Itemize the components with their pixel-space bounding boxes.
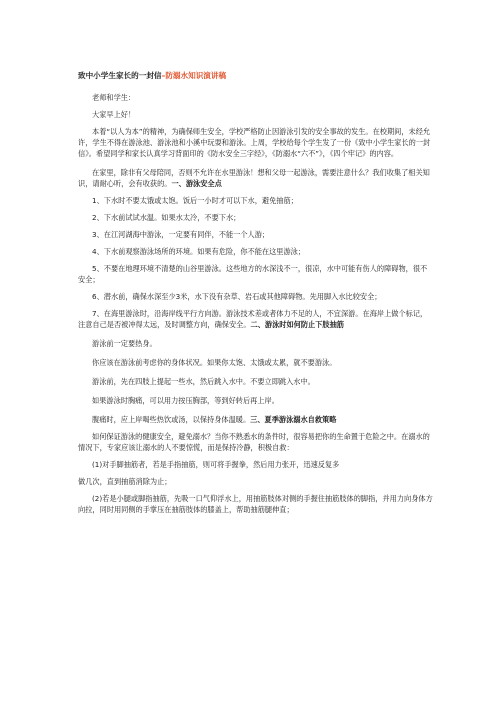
paragraph: (1)对手脚抽筋者，若是手指抽筋，则可将手握拳，然后用力张开，迅速反复多 [92, 460, 340, 469]
greeting-line: 大家早上好！ [92, 110, 136, 119]
paragraph [78, 414, 434, 425]
paragraph: 如果游泳时胸痛，可以用力按压胸部，等到好转后再上岸。 [92, 396, 279, 405]
title-subtitle: –防溺水知识演讲稿 [161, 71, 227, 80]
section-heading: 一、游泳安全点 [171, 179, 222, 188]
paragraph-text: 在家里，除非有父母陪同，否则不允许在水里游泳！想和父母一起游泳，需要注意什么？我们收集了相关知识，请耐心听，会有收获的。 [78, 168, 430, 188]
section-heading: 三、夏季游泳溺水自救策略 [250, 415, 337, 424]
greeting-line: 老师和学生： [92, 93, 136, 102]
list-item [78, 308, 434, 330]
list-item: 3、在江河湖海中游泳，一定要有同伴，不能一个人游； [92, 230, 270, 239]
paragraph: 游泳前一定要热身。 [92, 339, 157, 348]
document-body [78, 92, 434, 515]
paragraph: 本着“以人为本”的精神，为确保师生安全，学校严格防止因游泳引发的安全事故的发生。在校期间，未经允许，学生不得在游泳池、游泳池和小溪中玩耍和游泳。上周，学校给每个学生发了一份《致中小学生家长的一封信》。希望同学和家长认真学习背面印的《防水安全三字经》，《防溺水“六不”》，《四个牢记》的内容。 [78, 127, 431, 158]
paragraph [78, 167, 434, 189]
paragraph: 你应该在游泳前考虑你的身体状况。如果你太饱、太饿或太累，就不要游泳。 [92, 358, 337, 367]
paragraph-text: 腹痛时，应上岸喝些热饮或汤，以保持身体温暖。 [92, 415, 251, 424]
list-item: 6、潜水前，确保水深至少3米，水下没有杂草、岩石或其他障碍物。先用脚入水比较安全； [92, 292, 382, 301]
list-item: 5、不要在地理环境不清楚的山谷里游泳。这些地方的水深浅不一，很凉，水中可能有伤人的障碍物，很不安全； [78, 264, 428, 284]
paragraph: 做几次，直到抽筋消除为止； [78, 477, 172, 486]
list-item-text: 7、在海里游泳时，沿海岸线平行方向游。游泳技术差或者体力不足的人，不宜深游。在海岸上做个标记，注意自己是否被冲得太远，及时调整方向，确保安全。 [78, 309, 428, 329]
list-item: 1、下水时不要太饿或太饱。饭后一小时才可以下水，避免抽筋； [92, 196, 298, 205]
document-title [78, 70, 226, 81]
title-main: 致中小学生家长的一封信 [78, 71, 162, 80]
paragraph: (2)若是小腿或脚指抽筋，先吸一口气仰浮水上，用抽筋肢体对侧的手握住抽筋肢体的脚指，并用力向身体方向拉，同时用同侧的手掌压在抽筋肢体的膝盖上，帮助抽筋腿伸直； [78, 494, 433, 514]
section-heading: 二、游泳时如何防止下肢抽筋 [250, 320, 344, 329]
paragraph: 游泳前，先在四肢上提起一些水，然后跳入水中。不要立即跳入水中。 [92, 377, 315, 386]
list-item: 4、下水前观察游泳场所的环境。如果有危险，你不能在这里游泳； [92, 247, 306, 256]
list-item: 2、下水前试试水温。如果水太冷，不要下水； [92, 213, 241, 222]
paragraph: 如何保证游泳的健康安全，避免溺水？当你不熟悉水的条件时，很容易把你的生命置于危险之中。在溺水的情况下，专家应该让溺水的人不要惊慌，而是保持冷静，积极自救： [78, 432, 430, 452]
